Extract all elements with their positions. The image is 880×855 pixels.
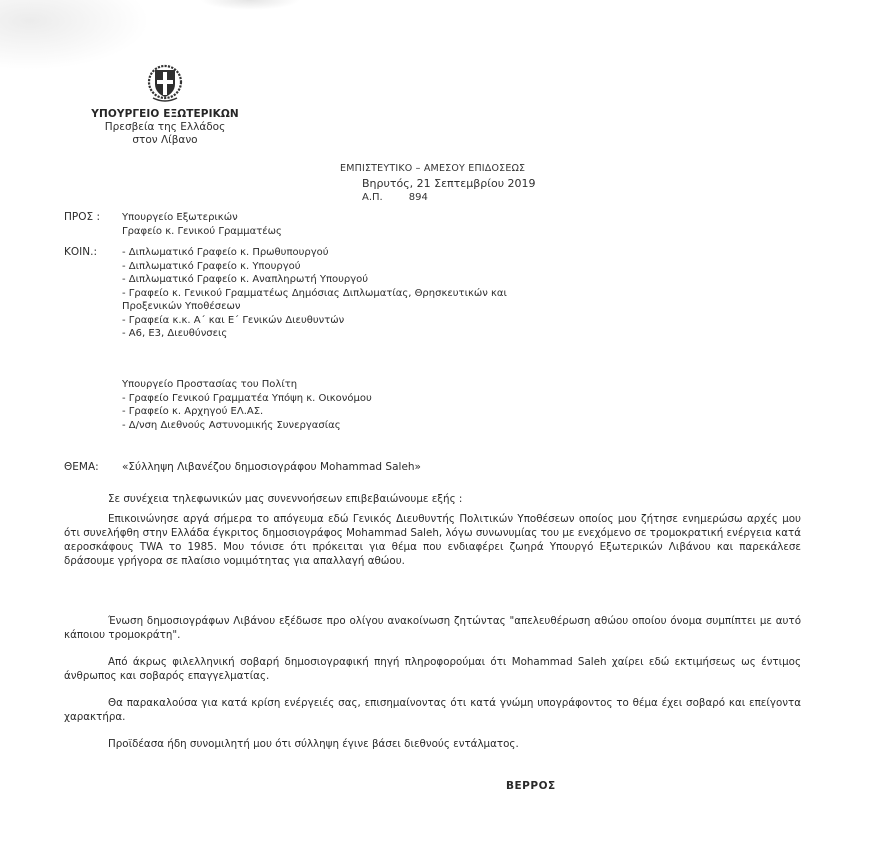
embassy-location: στον Λίβανο	[132, 134, 198, 146]
cc-label: ΚΟΙΝ.:	[64, 246, 97, 258]
reference-label: Α.Π.	[362, 192, 383, 203]
embassy-name: Πρεσβεία της Ελλάδος	[104, 121, 226, 133]
body-paragraph	[64, 512, 801, 568]
subject-text: «Σύλληψη Λιβανέζου δημοσιογράφου Mohammad Saleh»	[122, 461, 421, 473]
ministry-name: ΥΠΟΥΡΓΕΙΟ ΕΞΩΤΕΡΙΚΩΝ	[91, 108, 239, 120]
reference-number	[362, 192, 428, 203]
cc-line: - Γραφείο κ. Αρχηγού ΕΛ.ΑΣ.	[122, 406, 264, 417]
place-date: Βηρυτός, 21 Σεπτεμβρίου 2019	[362, 177, 536, 190]
paragraph-warrant: Προϊδέασα ήδη συνομιλητή μου ότι σύλληψη έγινε βάσει διεθνούς εντάλματος.	[108, 738, 519, 750]
cc-ministry-name: Υπουργείο Προστασίας του Πολίτη	[122, 379, 298, 390]
classification-marking: ΕΜΠΙΣΤΕΥΤΙΚΟ – ΑΜΕΣΟΥ ΕΠΙΔΟΣΕΩΣ	[340, 163, 526, 174]
body-paragraph	[64, 655, 801, 683]
signature: ΒΕΡΡΟΣ	[506, 780, 556, 792]
reference-value: 894	[408, 192, 428, 203]
cc-line: Προξενικών Υποθέσεων	[122, 301, 241, 312]
subject-label: ΘΕΜΑ:	[64, 461, 99, 473]
cc-recipients	[122, 246, 507, 341]
greek-coat-of-arms-icon	[147, 64, 183, 104]
letterhead	[80, 64, 250, 147]
cc-line: - Διπλωματικό Γραφείο κ. Αναπληρωτή Υπουργού	[122, 274, 369, 285]
to-label: ΠΡΟΣ :	[64, 211, 101, 223]
body-paragraph	[64, 614, 801, 642]
body-paragraph	[64, 737, 801, 751]
body-paragraph	[64, 696, 801, 724]
recipient-line: Γραφείο κ. Γενικού Γραμματέως	[122, 225, 282, 237]
paragraph-source: Από άκρως φιλελληνική σοβαρή δημοσιογραφική πηγή πληροφορούμαι ότι Mohammad Saleh χαίρει εδώ εκτιμήσεως ως έντιμος άνθρωπος και σοβαρός επαγγελματίας.	[64, 656, 801, 682]
recipient-line: Υπουργείο Εξωτερικών	[122, 212, 238, 223]
body-paragraph	[64, 492, 801, 506]
cc-line: - Α6, Ε3, Διευθύνσεις	[122, 328, 228, 339]
paragraph-union: Ένωση δημοσιογράφων Λιβάνου εξέδωσε προ ολίγου ανακοίνωση ζητώντας "απελευθέρωση αθώου οποίου όνομα συμπίπτει με αυτό κάποιου τρομοκράτη".	[64, 615, 801, 641]
cc-ministry-block	[122, 378, 372, 432]
cc-line: - Γραφεία κ.κ. Α΄ και Ε΄ Γενικών Διευθυντών	[122, 314, 345, 326]
cc-line: - Δ/νση Διεθνούς Αστυνομικής Συνεργασίας	[122, 419, 341, 431]
cc-line: - Διπλωματικό Γραφείο κ. Πρωθυπουργού	[122, 247, 329, 258]
cc-line: - Γραφείο κ. Γενικού Γραμματέως Δημόσιας Διπλωματίας, Θρησκευτικών και	[122, 287, 507, 299]
cc-line: - Γραφείο Γενικού Γραμματέα Υπόψη κ. Οικονόμου	[122, 392, 372, 404]
cc-line: - Διπλωματικό Γραφείο κ. Υπουργού	[122, 260, 301, 272]
to-recipients	[122, 211, 282, 238]
paragraph-request: Θα παρακαλούσα για κατά κρίση ενέργειές σας, επισημαίνοντας ότι κατά γνώμη υπογράφοντος το θέμα έχει σοβαρό και επείγοντα χαρακτήρα.	[64, 697, 801, 723]
paragraph-main: Επικοινώνησε αργά σήμερα το απόγευμα εδώ Γενικός Διευθυντής Πολιτικών Υποθέσεων οποίος μου ζήτησε ενημερώσω αρχές μου ότι συνελήφθη στην Ελλάδα έγκριτος δημοσιογράφος Mohammad Saleh, λόγω συνωνυμίας του με ενεχόμενο σε τρομοκρατική ενέργεια κατά αεροσκάφους TWA το 1985. Μου τόνισε ότι πρόκειται για θέμα που ενδιαφέρει ζωηρά Υπουργό Εξωτερικών Λιβάνου και παρεκάλεσε δράσουμε γρήγορα σε πλαίσιο νομιμότητας για απαλλαγή αθώου.	[64, 513, 801, 567]
paragraph-intro: Σε συνέχεια τηλεφωνικών μας συνεννοήσεων επιβεβαιώνουμε εξής :	[108, 493, 463, 505]
